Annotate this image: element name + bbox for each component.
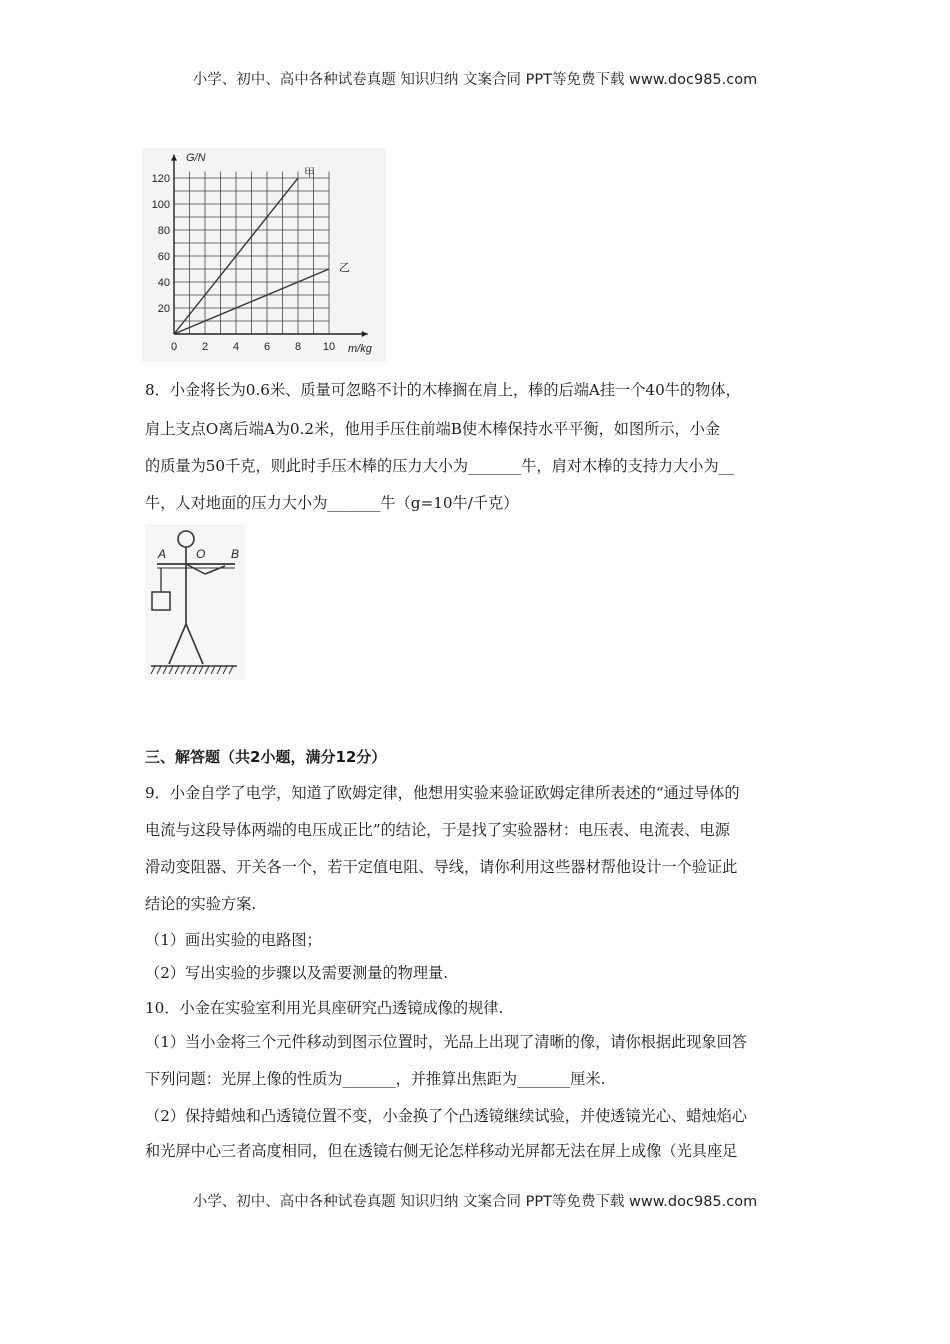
y-tick-label: 80	[157, 225, 170, 237]
x-tick-label: 2	[201, 341, 209, 353]
q9-sub-2: （2）写出实验的步骤以及需要测量的物理量.	[145, 964, 449, 982]
q9-line-2: 电流与这段导体两端的电压成正比”的结论，于是找了实验器材：电压表、电流表、电源	[145, 821, 730, 839]
q8-line-1: 8．小金将长为0.6米、质量可忽略不计的木棒搁在肩上，棒的后端A挂一个40牛的物体，	[145, 381, 741, 399]
q9-line-3: 滑动变阻器、开关各一个，若干定值电阻、导线，请你利用这些器材帮他设计一个验证此	[145, 858, 738, 876]
x-tick-label: 8	[294, 341, 302, 353]
weight-mass-graph	[142, 148, 386, 362]
x-tick-label: 4	[232, 341, 240, 353]
lever-person-figure	[145, 524, 245, 680]
series-label-1: 甲	[304, 167, 315, 179]
q10-line-2: （1）当小金将三个元件移动到图示位置时，光品上出现了清晰的像，请你根据此现象回答	[145, 1033, 747, 1051]
y-tick-label: 20	[157, 303, 170, 315]
page-footer: 小学、初中、高中各种试卷真题 知识归纳 文案合同 PPT等免费下载 www.doc985.com	[192, 1194, 758, 1210]
q8-line-2: 肩上支点O离后端A为0.2米，他用手压住前端B使木棒保持水平平衡，如图所示，小金	[145, 420, 721, 438]
q10-line-4: （2）保持蜡烛和凸透镜位置不变，小金换了个凸透镜继续试验，并使透镜光心、蜡烛焰心	[145, 1107, 747, 1125]
x-tick-label: 6	[263, 341, 271, 353]
q9-line-1: 9．小金自学了电学，知道了欧姆定律，他想用实验来验证欧姆定律所表述的“通过导体的	[145, 784, 740, 802]
q9-sub-1: （1）画出实验的电路图；	[145, 931, 322, 949]
x-tick-label: 0	[170, 341, 178, 353]
q9-line-4: 结论的实验方案.	[145, 895, 257, 913]
q8-line-3: 的质量为50千克，则此时手压木棒的压力大小为_______牛，肩对木棒的支持力大小为__	[145, 457, 734, 475]
x-tick-label: 10	[322, 341, 336, 353]
y-tick-label: 40	[157, 277, 170, 289]
label-b: B	[231, 547, 240, 561]
page-header: 小学、初中、高中各种试卷真题 知识归纳 文案合同 PPT等免费下载 www.doc985.com	[192, 72, 758, 88]
q10-line-3: 下列问题：光屏上像的性质为_______，并推算出焦距为_______厘米.	[145, 1070, 606, 1088]
y-tick-label: 100	[151, 199, 170, 211]
q10-line-1: 10．小金在实验室利用光具座研究凸透镜成像的规律.	[145, 999, 504, 1017]
y-tick-label: 120	[151, 173, 170, 185]
series-label-2: 乙	[339, 262, 350, 274]
q10-line-5: 和光屏中心三者高度相同，但在透镜右侧无论怎样移动光屏都无法在屏上成像（光具座足	[145, 1142, 738, 1160]
label-o: O	[196, 547, 206, 561]
y-tick-label: 60	[157, 251, 170, 263]
y-axis-label: G/N	[186, 152, 206, 164]
q8-line-4: 牛，人对地面的压力大小为_______牛（g=10牛/千克）	[145, 494, 519, 512]
x-axis-label: m/kg	[348, 343, 372, 355]
label-a: A	[158, 547, 167, 561]
section-3-title: 三、解答题（共2小题，满分12分）	[145, 748, 387, 766]
